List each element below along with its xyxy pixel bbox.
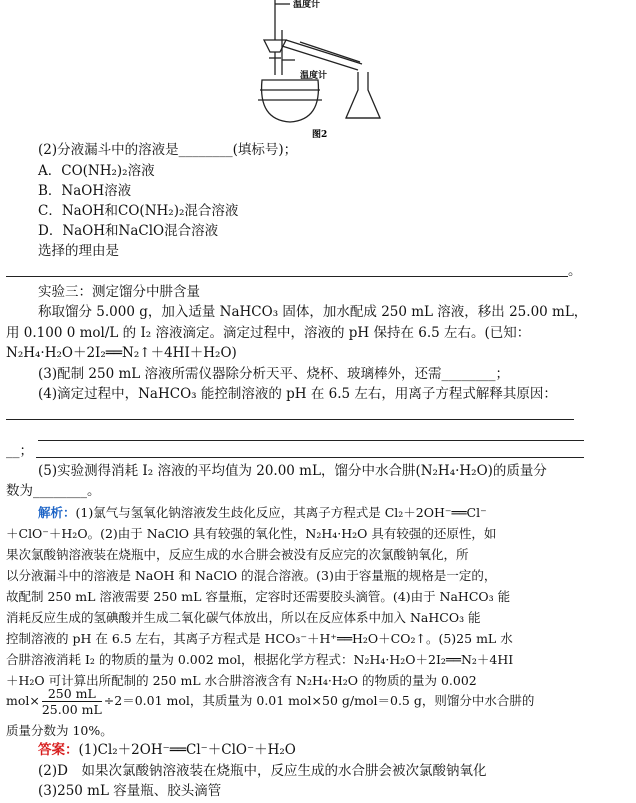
analysis-label: 解析： (38, 505, 76, 520)
analysis-line-4: 以分液漏斗中的溶液是 NaOH 和 NaClO 的混合溶液。(3)由于容量瓶的规格是一定的， (6, 568, 497, 583)
analysis-text: (1)氯气与氢氧化钠溶液发生歧化反应，其离子方程式是 Cl₂＋2OH⁻══Cl⁻ (75, 505, 487, 520)
volume-fraction (42, 686, 102, 717)
analysis-line-8: 合肼溶液消耗 I₂ 的物质的量为 0.002 mol，根据化学方程式：N₂H₄·H₂O＋2I₂══N₂＋4HI (6, 652, 514, 667)
answer-line-1 (38, 741, 296, 760)
exp3-paragraph-line2: 用 0.100 0 mol/L 的 I₂ 溶液滴定。滴定过程中，溶液的 pH 保持在 6.5 左右。(已知： (6, 325, 531, 341)
fraction-numerator: 250 mL (42, 686, 102, 702)
figure-caption: 图2 (312, 130, 328, 140)
analysis-line-5: 故配制 250 mL 溶液需要 250 mL 容量瓶，定容时还需要胶头滴管。(4)由于 NaHCO₃ 能 (6, 589, 511, 604)
q2-reason-end: 。 (568, 263, 582, 279)
exp3-paragraph-line3: N₂H₄·H₂O＋2I₂══N₂↑＋4HI＋H₂O) (6, 345, 237, 361)
answer-1: (1)Cl₂＋2OH⁻══Cl⁻＋ClO⁻＋H₂O (78, 742, 296, 758)
q2-option-a: A．CO(NH₂)₂溶液 (38, 163, 155, 179)
q4-stem: (4)滴定过程中，NaHCO₃ 能控制溶液的 pH 在 6.5 左右，用离子方程式解释其原因： (38, 386, 557, 402)
exp3-paragraph-line1: 称取馏分 5.000 g，加入适量 NaHCO₃ 固体，加水配成 250 mL 溶液，移出 25.00 mL， (38, 304, 588, 320)
answer-label: 答案： (38, 742, 79, 758)
exp3-title: 实验三：测定馏分中肼含量 (38, 284, 200, 300)
answer-blank-line (38, 440, 584, 441)
mol-suffix: ÷2＝0.01 mol，其质量为 0.01 mol×50 g/mol＝0.5 g，则馏分中水合肼的 (103, 693, 535, 708)
answer-2: (2)D 如果次氯酸钠溶液装在烧瓶中，反应生成的水合肼会被次氯酸钠氧化 (38, 763, 487, 779)
q5-line2: 数为________。 (6, 483, 101, 499)
q2-option-d: D．NaOH和NaClO混合溶液 (38, 223, 219, 239)
mol-prefix: mol× (6, 693, 40, 708)
analysis-line-1 (38, 502, 487, 523)
analysis-last-line: 质量分数为 10%。 (6, 723, 113, 738)
q2-option-b: B．NaOH溶液 (38, 183, 132, 199)
q2-stem: (2)分液漏斗中的溶液是________(填标号)； (38, 142, 298, 158)
analysis-line-3: 果次氯酸钠溶液装在烧瓶中，反应生成的水合肼会被没有反应完的次氯酸钠氧化，所 (6, 547, 469, 562)
answer-blank-line (36, 457, 584, 458)
q2-reason-prompt: 选择的理由是 (38, 243, 119, 259)
thermometer-label-top: 温度计 (293, 0, 321, 10)
analysis-line-6: 消耗反应生成的氢碘酸并生成二氧化碳气体放出，所以在反应体系中加入 NaHCO₃ 能 (6, 610, 481, 625)
q3-stem: (3)配制 250 mL 溶液所需仪器除分析天平、烧杯、玻璃棒外，还需________； (38, 366, 510, 382)
analysis-fraction-line (6, 686, 534, 717)
q5-line1: (5)实验测得消耗 I₂ 溶液的平均值为 20.00 mL，馏分中水合肼(N₂H₄·H₂O)的质量分 (38, 463, 547, 479)
analysis-line-2: ＋ClO⁻＋H₂O。(2)由于 NaClO 具有较强的氧化性，N₂H₄·H₂O 具有较强的还原性，如 (6, 526, 497, 541)
answer-3: (3)250 mL 容量瓶、胶头滴管 (38, 783, 222, 799)
analysis-line-7: 控制溶液的 pH 在 6.5 左右，其离子方程式是 HCO₃⁻＋H⁺══H₂O＋CO₂↑。(5)25 mL 水 (6, 631, 513, 646)
answer-blank-line (6, 276, 568, 277)
answer-blank-line (6, 419, 574, 420)
q4-end: __； (6, 443, 33, 459)
q2-option-c: C．NaOH和CO(NH₂)₂混合溶液 (38, 203, 239, 219)
analysis-line-9: ＋H₂O 可计算出所配制的 250 mL 水合肼溶液含有 N₂H₄·H₂O 的物质的量为 0.002 (6, 673, 477, 688)
fraction-denominator: 25.00 mL (41, 702, 102, 717)
thermometer-label: 温度计 (300, 71, 328, 81)
